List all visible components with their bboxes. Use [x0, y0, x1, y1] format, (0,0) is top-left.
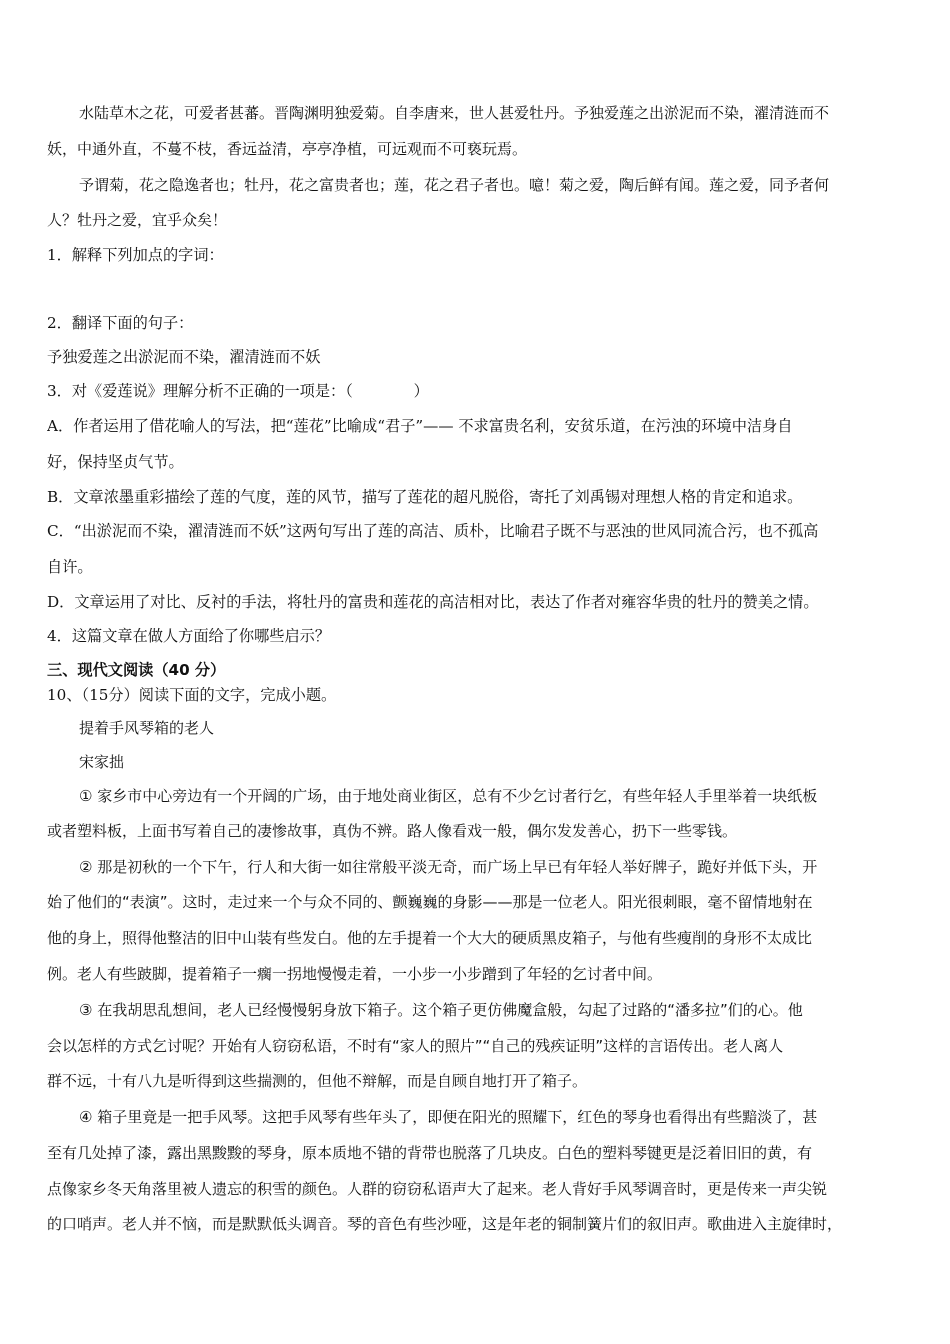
- passage-p2-line1: 予谓菊，花之隐逸者也；牡丹，花之富贵者也；莲，花之君子者也。噫！菊之爱，陶后鲜有闻。莲之爱，同予者何: [79, 176, 830, 194]
- story-p1-line2: 或者塑料板，上面书写着自己的凄惨故事，真伪不辨。路人像看戏一般，偶尔发发善心，扔下一些零钱。: [47, 822, 738, 840]
- story-title: 提着手风琴箱的老人: [79, 719, 215, 737]
- question-1: 1．解释下列加点的字词：: [47, 246, 224, 264]
- story-p3-line2: 会以怎样的方式乞讨呢？开始有人窃窃私语，不时有“家人的照片”“自己的残疾证明”这样的言语传出。老人离人: [47, 1037, 784, 1055]
- story-p4-line3: 点像家乡冬天角落里被人遗忘的积雪的颜色。人群的窃窃私语声大了起来。老人背好手风琴调音时，更是传来一声尖锐: [47, 1180, 828, 1198]
- option-d: D．文章运用了对比、反衬的手法，将牡丹的富贵和莲花的高洁相对比，表达了作者对雍容华贵的牡丹的赞美之情。: [47, 593, 819, 611]
- story-p2-line1: ② 那是初秋的一个下午，行人和大街一如往常般平淡无奇，而广场上早已有年轻人举好牌子，跪好并低下头，开: [79, 858, 818, 876]
- option-a-line2: 好，保持坚贞气节。: [47, 453, 184, 471]
- story-p4-line4: 的口哨声。老人并不恼，而是默默低头调音。琴的音色有些沙哑，这是年老的铜制簧片们的叙旧声。歌曲进入主旋律时，: [47, 1215, 843, 1233]
- story-p3-line1: ③ 在我胡思乱想间，老人已经慢慢躬身放下箱子。这个箱子更仿佛魔盒般，勾起了过路的“潘多拉”们的心。他: [79, 1001, 803, 1019]
- story-p2-line3: 他的身上，照得他整洁的旧中山装有些发白。他的左手提着一个大大的硬质黑皮箱子，与他有些瘦削的身形不太成比: [47, 929, 813, 947]
- story-p4-line1: ④ 箱子里竟是一把手风琴。这把手风琴有些年头了，即便在阳光的照耀下，红色的琴身也看得出有些黯淡了，甚: [79, 1108, 818, 1126]
- passage-p2-line2: 人？牡丹之爱，宜乎众矣！: [47, 211, 228, 229]
- question-2: 2．翻译下面的句子：: [47, 314, 194, 332]
- option-b: B．文章浓墨重彩描绘了莲的气度，莲的风节，描写了莲花的超凡脱俗，寄托了刘禹锡对理想人格的肯定和追求。: [47, 488, 803, 506]
- question-2-sentence: 予独爱莲之出淤泥而不染，濯清涟而不妖: [47, 348, 321, 366]
- passage-p1-line2: 妖，中通外直，不蔓不枝，香远益清，亭亭净植，可远观而不可亵玩焉。: [47, 140, 528, 158]
- question-3: 3．对《爱莲说》理解分析不正确的一项是：（ ）: [47, 382, 429, 400]
- story-p1-line1: ① 家乡市中心旁边有一个开阔的广场，由于地处商业街区，总有不少乞讨者行乞，有些年轻人手里举着一块纸板: [79, 787, 818, 805]
- story-author: 宋家拙: [79, 753, 125, 771]
- question-10: 10、（15分）阅读下面的文字，完成小题。: [47, 686, 337, 704]
- question-4: 4．这篇文章在做人方面给了你哪些启示？: [47, 627, 331, 645]
- story-p2-line2: 始了他们的“表演”。这时，走过来一个与众不同的、颤巍巍的身影——那是一位老人。阳光很刺眼，毫不留情地射在: [47, 893, 813, 911]
- option-c-line1: C．“出淤泥而不染，濯清涟而不妖”这两句写出了莲的高洁、质朴，比喻君子既不与恶浊的世风同流合污，也不孤高: [47, 522, 819, 540]
- story-p3-line3: 群不远，十有八九是听得到这些揣测的，但他不辩解，而是自顾自地打开了箱子。: [47, 1072, 588, 1090]
- option-a-line1: A．作者运用了借花喻人的写法，把“莲花”比喻成“君子”—— 不求富贵名利，安贫乐道，在污浊的环境中洁身自: [47, 417, 793, 435]
- option-c-line2: 自许。: [47, 558, 93, 576]
- story-p2-line4: 例。老人有些跛脚，提着箱子一瘸一拐地慢慢走着，一小步一小步蹭到了年轻的乞讨者中间。: [47, 965, 663, 983]
- story-p4-line2: 至有几处掉了漆，露出黑黢黢的琴身，原本质地不错的背带也脱落了几块皮。白色的塑料琴键更是泛着旧旧的黄，有: [47, 1144, 813, 1162]
- section-heading: 三、现代文阅读（40 分）: [47, 661, 226, 679]
- passage-p1-line1: 水陆草木之花，可爱者甚蕃。晋陶渊明独爱菊。自李唐来，世人甚爱牡丹。予独爱莲之出淤泥而不染，濯清涟而不: [79, 104, 830, 122]
